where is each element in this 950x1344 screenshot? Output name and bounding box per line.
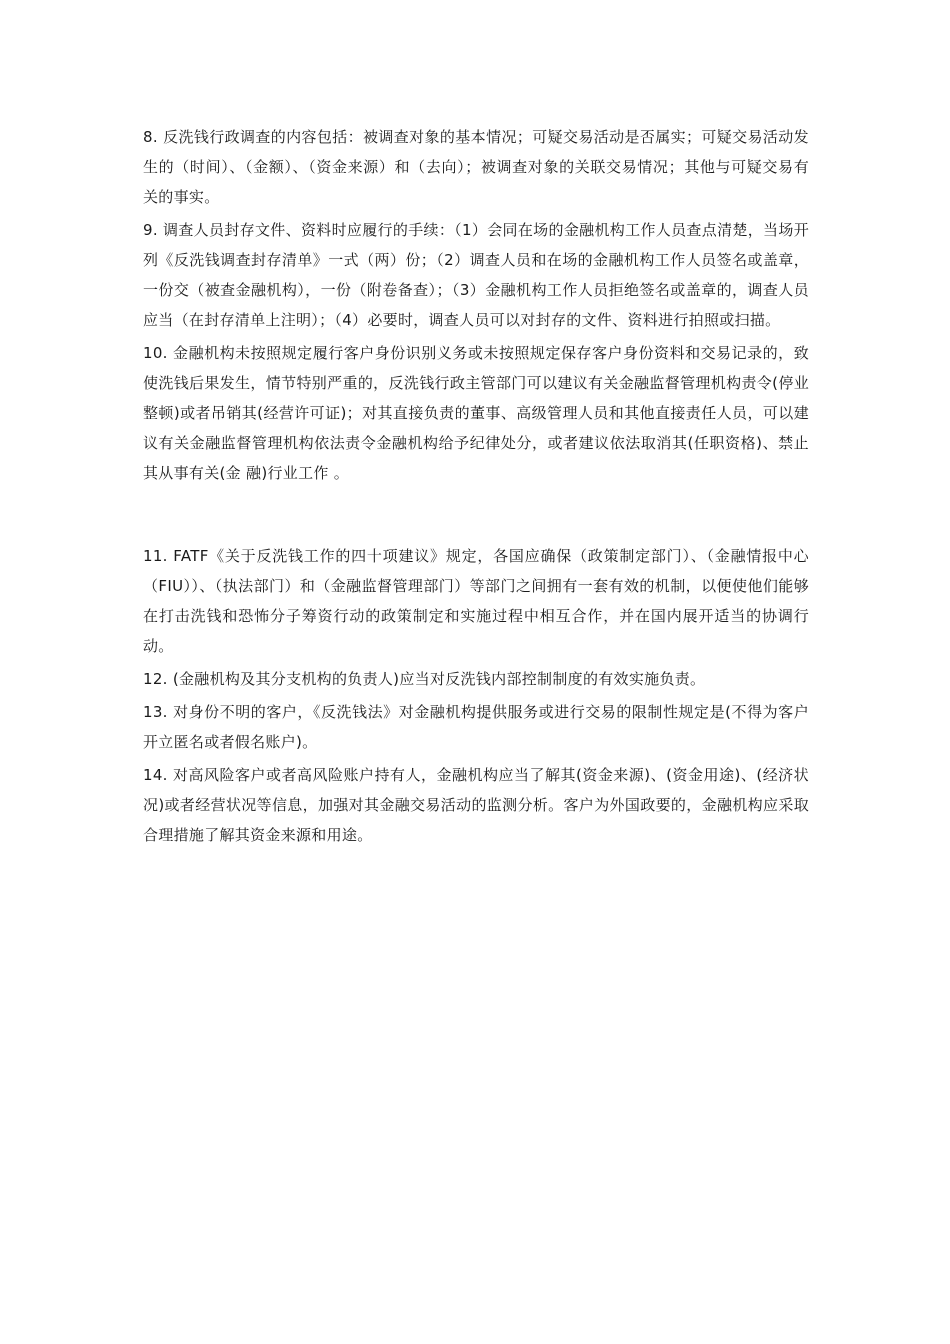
paragraph-12 bbox=[143, 664, 809, 697]
paragraph-number: 8. bbox=[143, 128, 158, 146]
paragraph-11 bbox=[143, 541, 809, 664]
paragraph-number: 12. bbox=[143, 670, 168, 688]
paragraph-number: 10. bbox=[143, 344, 168, 362]
paragraph-number: 14. bbox=[143, 766, 168, 784]
paragraph-text: (金融机构及其分支机构的负责人)应当对反洗钱内部控制制度的有效实施负责。 bbox=[167, 670, 706, 688]
paragraph-text: 调查人员封存文件、资料时应履行的手续：（1）会同在场的金融机构工作人员查点清楚，当场开列《反洗钱调查封存清单》一式（两）份；（2）调查人员和在场的金融机构工作人员签名或盖章，一份交（被查金融机构），一份（附卷备查）；（3）金融机构工作人员拒绝签名或盖章的，调查人员应当（在封存清单上注明）；（4）必要时，调查人员可以对封存的文件、资料进行拍照或扫描。 bbox=[143, 221, 809, 329]
paragraph-9 bbox=[143, 215, 809, 338]
paragraph-text: 反洗钱行政调查的内容包括：被调查对象的基本情况；可疑交易活动是否属实；可疑交易活动发生的（时间）、（金额）、（资金来源）和（去向）；被调查对象的关联交易情况；其他与可疑交易有关的事实。 bbox=[143, 128, 809, 206]
paragraph-number: 11. bbox=[143, 547, 168, 565]
paragraph-text: 对高风险客户或者高风险账户持有人，金融机构应当了解其(资金来源)、(资金用途)、(经济状况)或者经营状况等信息，加强对其金融交易活动的监测分析。客户为外国政要的，金融机构应采取合理措施了解其资金来源和用途。 bbox=[143, 766, 809, 844]
paragraph-text: FATF《关于反洗钱工作的四十项建议》规定，各国应确保（政策制定部门）、（金融情报中心（FIU））、（执法部门）和（金融监督管理部门）等部门之间拥有一套有效的机制，以便使他们能够在打击洗钱和恐怖分子筹资行动的政策制定和实施过程中相互合作，并在国内展开适当的协调行动。 bbox=[143, 547, 809, 655]
paragraph-number: 9. bbox=[143, 221, 158, 239]
paragraph-number: 13. bbox=[143, 703, 168, 721]
paragraph-13 bbox=[143, 697, 809, 760]
paragraph-text: 金融机构未按照规定履行客户身份识别义务或未按照规定保存客户身份资料和交易记录的，致使洗钱后果发生，情节特别严重的，反洗钱行政主管部门可以建议有关金融监督管理机构责令(停业整顿)或者吊销其(经营许可证)；对其直接负责的董事、高级管理人员和其他直接责任人员，可以建议有关金融监督管理机构依法责令金融机构给予纪律处分，或者建议依法取消其(任职资格)、禁止其从事有关(金 融)行业工作 。 bbox=[143, 344, 809, 482]
blank-gap bbox=[143, 491, 809, 541]
paragraph-text: 对身份不明的客户，《反洗钱法》对金融机构提供服务或进行交易的限制性规定是(不得为客户开立匿名或者假名账户)。 bbox=[143, 703, 809, 751]
paragraph-10 bbox=[143, 338, 809, 491]
document-body bbox=[143, 122, 809, 853]
paragraph-8 bbox=[143, 122, 809, 215]
paragraph-14 bbox=[143, 760, 809, 853]
